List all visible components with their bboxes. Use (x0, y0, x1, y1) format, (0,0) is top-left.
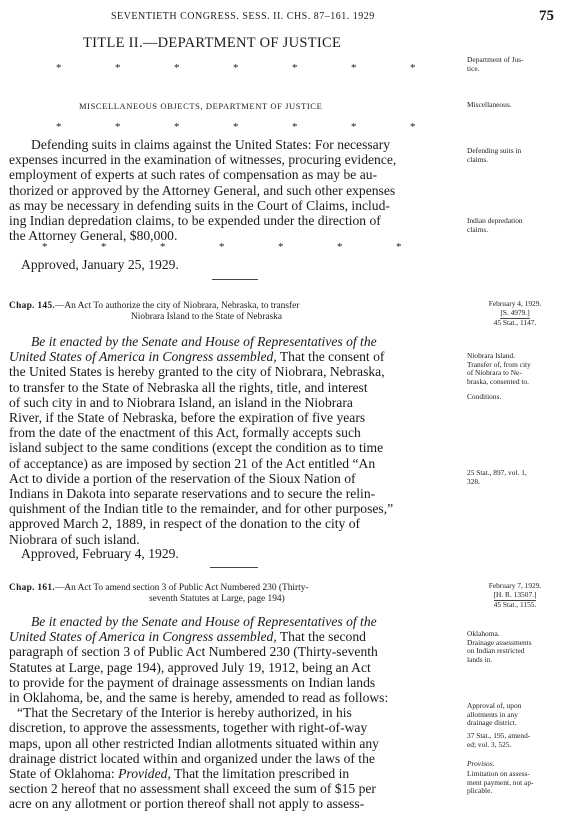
text-line: State of Oklahoma: Provided, That the limitation prescribed in (9, 766, 350, 782)
text-line: acre on any allotment or portion thereof shall not apply to assess- (9, 796, 365, 812)
text-line: of acceptance) as are imposed by section 21 of the Act entitled “An (9, 455, 376, 471)
text-line: thorized or approved by the Attorney General, and such other expenses (9, 182, 396, 198)
text-line: maps, upon all other restricted Indian allotments situated within any (9, 735, 379, 751)
text-line: Niobrara of such island. (9, 531, 140, 547)
text-line: approved March 2, 1889, in respect of the donation to the city of (9, 516, 361, 532)
ellipsis-stars: * * * * * * * (56, 62, 416, 74)
text-line: paragraph of section 3 of Public Act Numbered 230 (Thirty-seventh (9, 644, 378, 660)
text-line: as may be necessary in defending suits in the Court of Claims, includ- (9, 197, 390, 213)
enacting-clause: Be it enacted by the Senate and House of Representatives of the (31, 614, 377, 629)
text-line: the Attorney General, $80,000. (9, 228, 178, 244)
chap-title-line: seventh Statutes at Large, page 194) (149, 594, 285, 604)
ellipsis-stars: * * * * * * * (56, 121, 416, 133)
margin-note: Conditions. (467, 392, 502, 401)
text-line: employment of experts at such rates of compensation as may be au- (9, 167, 378, 183)
text-line: United States of America in Congress assembled, That the second (9, 629, 366, 645)
margin-note: Indian depredation claims. (467, 216, 523, 234)
text-line: ing Indian depredation claims, to be expended under the direction of (9, 213, 381, 229)
chap-title-line: —An Act To authorize the city of Niobrara, Nebraska, to transfer (54, 301, 300, 311)
approved-date: Approved, January 25, 1929. (21, 257, 179, 272)
text-line: United States of America in Congress assembled, That the consent of (9, 349, 385, 365)
text-line: to transfer to the State of Nebraska all the rights, title, and interest (9, 379, 368, 395)
text-line: island subject to the same conditions (except the condition as to time (9, 440, 384, 456)
margin-note: Approval of, upon allotments in any drainage district. (467, 701, 522, 728)
margin-note: Defending suits in claims. (467, 146, 522, 164)
chap145-heading (9, 301, 299, 323)
text-line: drainage district located within and organized under the laws of the (9, 750, 375, 766)
misc-heading: MISCELLANEOUS OBJECTS, DEPARTMENT OF JUSTICE (79, 101, 323, 111)
chap-title-line: —An Act To amend section 3 of Public Act Numbered 230 (Thirty- (54, 583, 309, 593)
chap161-body (9, 614, 388, 812)
text-line: River, if the State of Nebraska, before the expiration of five years (9, 410, 366, 426)
chap145-body (9, 334, 393, 547)
text-line: Statutes at Large, page 194), approved July 19, 1912, being an Act (9, 659, 371, 675)
ellipsis-stars: * * * * * * * (42, 241, 402, 253)
margin-note: 25 Stat., 897, vol. 1, 328. (467, 468, 527, 486)
approved-date: Approved, February 4, 1929. (21, 546, 179, 561)
chap-title-line: Niobrara Island to the State of Nebraska (131, 312, 282, 322)
margin-note: Oklahoma. Drainage assessments on Indian restricted lands in. (467, 629, 532, 664)
text-line: of such city in and to Niobrara Island, an island in the Niobrara (9, 394, 353, 410)
text-line: expenses incurred in the examination of witnesses, procuring evidence, (9, 152, 397, 168)
text-line: the United States is hereby granted to the city of Niobrara, Nebraska, (9, 364, 385, 380)
text-line: “That the Secretary of the Interior is hereby authorized, in his (17, 705, 352, 721)
margin-note: Department of Jus- tice. (467, 55, 524, 73)
margin-note: February 7, 1929. [H. R. 13507.] 45 Stat., 1155. (488, 581, 542, 610)
defending-paragraph (9, 137, 396, 243)
margin-note: Niobrara Island. Transfer of, from city of Niobrara to Ne- braska, consented to. (467, 351, 531, 386)
margin-note: February 4, 1929. [S. 4979.] 45 Stat., 1147. (488, 299, 542, 328)
margin-note: Provisos. (467, 759, 495, 768)
section-divider (210, 567, 258, 568)
text-line: Act to divide a portion of the reservation of the Sioux Nation of (9, 470, 356, 486)
page-number: 75 (539, 8, 554, 24)
title-heading: TITLE II.—DEPARTMENT OF JUSTICE (83, 35, 342, 51)
text-line: from the date of the enactment of this Act, formally accepts such (9, 425, 361, 441)
text-line: to provide for the payment of drainage assessments on Indian lands (9, 674, 376, 690)
margin-note: Miscellaneous. (467, 100, 512, 109)
text-line: Indians in Dakota into separate reservations and to secure the relin- (9, 486, 376, 502)
running-head: SEVENTIETH CONGRESS. SESS. II. CHS. 87–161. 1929 (111, 11, 375, 22)
margin-note: Limitation on assess- ment payment, not ap- plicable. (467, 769, 534, 796)
text-line: Defending suits in claims against the United States: For necessary (31, 137, 391, 152)
text-line: discretion, to approve the assessments, together with right-of-way (9, 720, 368, 736)
section-divider (212, 279, 258, 280)
chap-number: Chap. 161. (9, 583, 55, 593)
chap-number: Chap. 145. (9, 301, 55, 311)
text-line: section 2 hereof that no assessment shall exceed the sum of $15 per (9, 781, 376, 797)
text-line: in Oklahoma, be, and the same is hereby, amended to read as follows: (9, 690, 389, 706)
enacting-clause: Be it enacted by the Senate and House of Representatives of the (31, 334, 377, 349)
text-line: quishment of the Indian title to the remainder, and for other purposes,” (9, 501, 394, 517)
margin-note: 37 Stat., 195, amend- ed; vol. 3, 525. (467, 731, 531, 749)
chap161-heading (9, 583, 309, 605)
